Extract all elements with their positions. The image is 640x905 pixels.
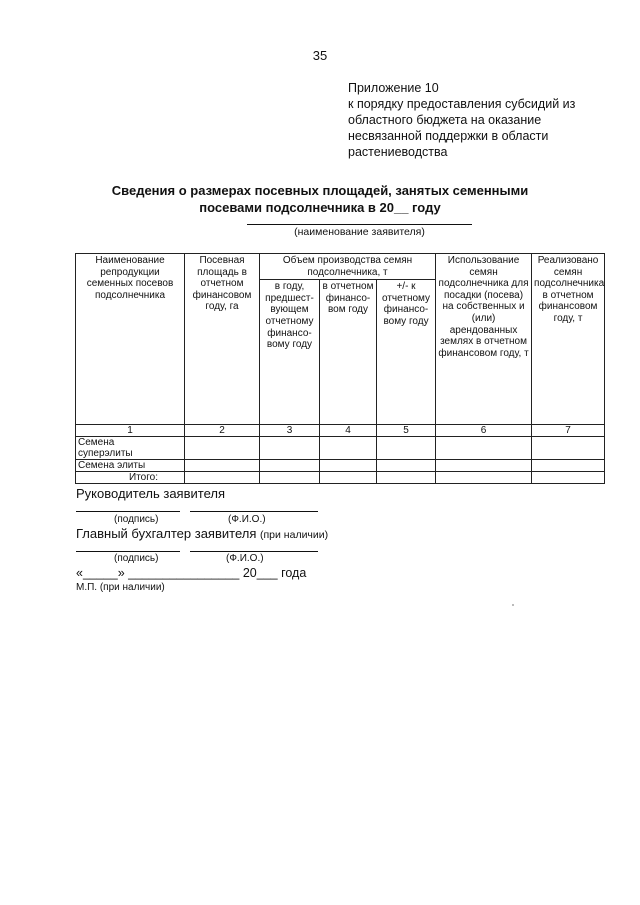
row-label: Итого: xyxy=(76,472,185,484)
column-number: 5 xyxy=(377,425,436,437)
document-title-line-1: Сведения о размерах посевных площадей, занятых семенными xyxy=(111,183,529,198)
appendix-block xyxy=(348,80,618,160)
appendix-line: растениеводства xyxy=(348,145,448,159)
appendix-line: несвязанной поддержки в области xyxy=(348,129,549,143)
table-cell xyxy=(377,460,436,472)
chief-accountant-title: Главный бухгалтер заявителя xyxy=(76,526,257,541)
appendix-line: областного бюджета на оказание xyxy=(348,113,542,127)
document-title-line-2: посевами подсолнечника в 20__ году xyxy=(199,200,441,215)
table-cell xyxy=(532,472,605,484)
head-name-caption: (Ф.И.О.) xyxy=(228,514,266,525)
table-cell xyxy=(436,437,532,460)
header-crop-name: Наименование репродукции семенных посевов подсолнечника xyxy=(76,254,185,425)
document-title xyxy=(60,182,580,216)
header-previous-year: в году, предшест-вующем отчетному финансо-вому году xyxy=(260,280,320,425)
table-cell xyxy=(436,472,532,484)
header-production-volume: Объем производства семян подсолнечника, т xyxy=(260,254,436,280)
column-number: 2 xyxy=(185,425,260,437)
table-cell xyxy=(260,472,320,484)
row-label-text: Семена суперэлиты xyxy=(78,437,133,460)
appendix-title: Приложение 10 xyxy=(348,81,439,95)
applicant-name-line xyxy=(247,224,472,225)
table-row-elite xyxy=(76,460,605,472)
row-label xyxy=(76,437,185,460)
table-cell xyxy=(320,460,377,472)
accountant-signature-caption: (подпись) xyxy=(114,553,159,564)
table-cell xyxy=(185,472,260,484)
column-number: 1 xyxy=(76,425,185,437)
table-cell xyxy=(260,437,320,460)
header-difference: +/- к отчетному финансо-вому году xyxy=(377,280,436,425)
sunflower-seed-table xyxy=(75,253,605,484)
header-sown-area: Посевная площадь в отчетном финансовом году, га xyxy=(185,254,260,425)
date-line: «_____» ________________ 20___ года xyxy=(76,566,307,580)
table-cell xyxy=(320,437,377,460)
column-number: 3 xyxy=(260,425,320,437)
table-cell xyxy=(532,437,605,460)
head-signature-line xyxy=(76,511,180,512)
table-row-super-elite xyxy=(76,437,605,460)
column-numbers-row xyxy=(76,425,605,437)
table-header-row xyxy=(76,254,605,280)
header-seeds-sold: Реализовано семян подсолнечника в отчетном финансовом году, т xyxy=(532,254,605,425)
column-number: 7 xyxy=(532,425,605,437)
appendix-line: к порядку предоставления субсидий из xyxy=(348,97,576,111)
page-number: 35 xyxy=(312,48,328,63)
applicant-name-caption: (наименование заявителя) xyxy=(294,226,425,238)
chief-accountant-note: (при наличии) xyxy=(260,529,329,541)
head-of-applicant-label: Руководитель заявителя xyxy=(76,486,225,501)
accountant-name-caption: (Ф.И.О.) xyxy=(226,553,264,564)
table-cell xyxy=(260,460,320,472)
table-cell xyxy=(185,437,260,460)
table-cell xyxy=(377,437,436,460)
column-number: 6 xyxy=(436,425,532,437)
accountant-signature-line xyxy=(76,551,180,552)
stamp-note: М.П. (при наличии) xyxy=(76,582,165,593)
head-name-line xyxy=(190,511,318,512)
scan-speck xyxy=(512,604,514,606)
table-cell xyxy=(436,460,532,472)
header-seed-usage: Использование семян подсолнечника для посадки (посева) на собственных и (или) арендованных землях в отчетном финансовом году, т xyxy=(436,254,532,425)
column-number: 4 xyxy=(320,425,377,437)
header-reporting-year: в отчетном финансо-вом году xyxy=(320,280,377,425)
chief-accountant-label xyxy=(76,526,328,541)
table-cell xyxy=(377,472,436,484)
row-label: Семена элиты xyxy=(76,460,185,472)
table-cell xyxy=(185,460,260,472)
table-row-total xyxy=(76,472,605,484)
table-cell xyxy=(532,460,605,472)
table-cell xyxy=(320,472,377,484)
accountant-name-line xyxy=(190,551,318,552)
head-signature-caption: (подпись) xyxy=(114,514,159,525)
